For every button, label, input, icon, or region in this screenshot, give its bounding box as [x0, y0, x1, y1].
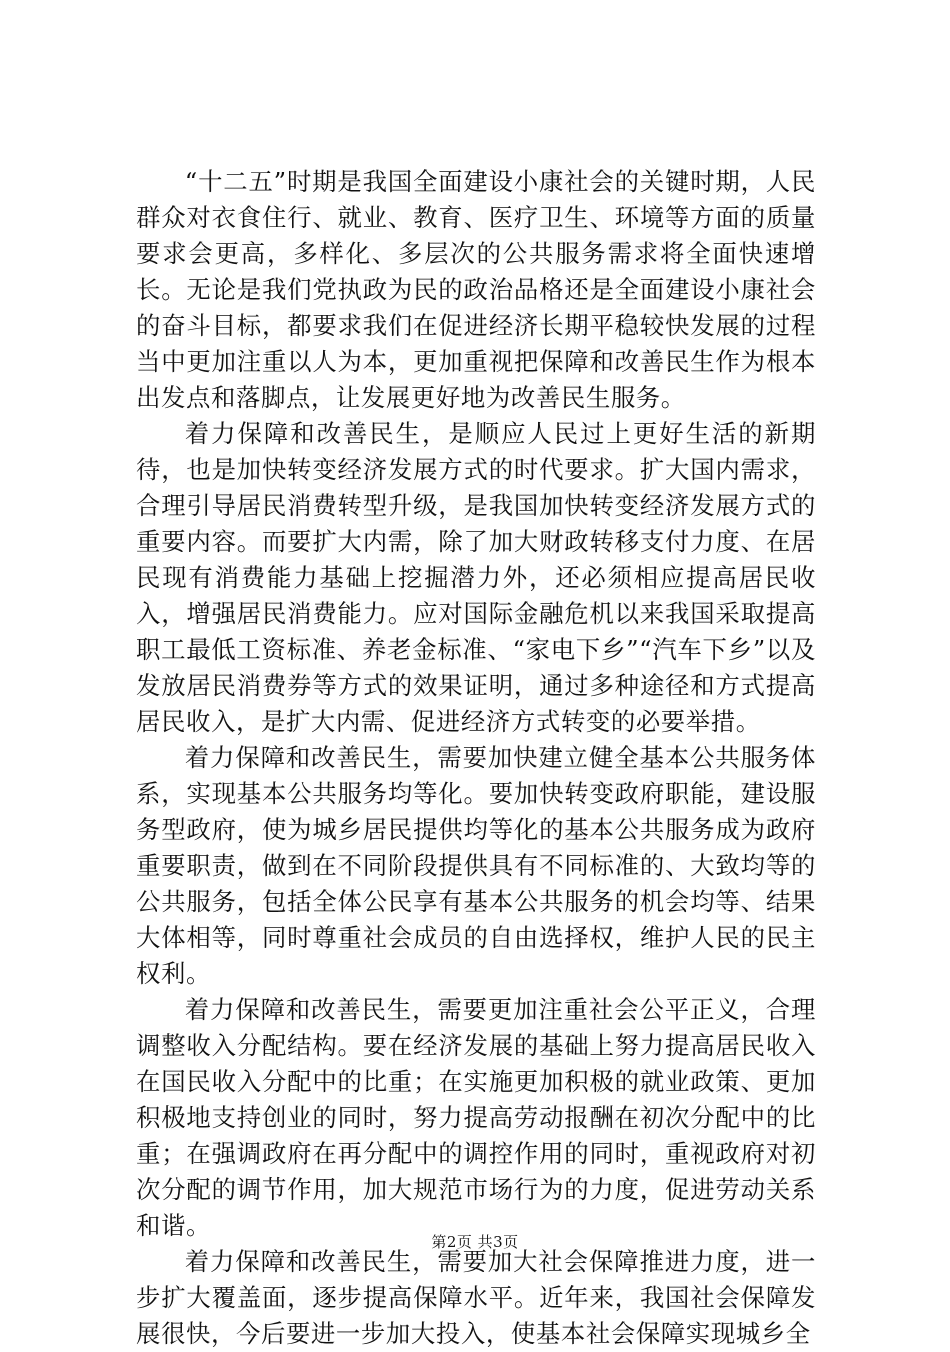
document-body	[136, 164, 816, 1352]
paragraph-5: 着力保障和改善民生，需要加大社会保障推进力度，进一步扩大覆盖面，逐步提高保障水平。近年来，我国社会保障发展很快，今后要进一步加大投入，使基本社会保障实现城乡全	[136, 1247, 816, 1348]
page-footer: 第2页 共3页	[431, 1233, 519, 1251]
paragraph-3: 着力保障和改善民生，需要加快建立健全基本公共服务体系，实现基本公共服务均等化。要加快转变政府职能，建设服务型政府，使为城乡居民提供均等化的基本公共服务成为政府重要职责，做到在不同阶段提供具有不同标准的、大致均等的公共服务，包括全体公民享有基本公共服务的机会均等、结果大体相等，同时尊重社会成员的自由选择权，维护人民的民主权利。	[136, 743, 816, 988]
paragraph-4: 着力保障和改善民生，需要更加注重社会公平正义，合理调整收入分配结构。要在经济发展的基础上努力提高居民收入在国民收入分配中的比重；在实施更加积极的就业政策、更加积极地支持创业的同时，努力提高劳动报酬在初次分配中的比重；在强调政府在再分配中的调控作用的同时，重视政府对初次分配的调节作用，加大规范市场行为的力度，促进劳动关系和谐。	[136, 995, 816, 1240]
paragraph-1: “十二五”时期是我国全面建设小康社会的关键时期，人民群众对衣食住行、就业、教育、医疗卫生、环境等方面的质量要求会更高，多样化、多层次的公共服务需求将全面快速增长。无论是我们党执政为民的政治品格还是全面建设小康社会的奋斗目标，都要求我们在促进经济长期平稳较快发展的过程当中更加注重以人为本，更加重视把保障和改善民生作为根本出发点和落脚点，让发展更好地为改善民生服务。	[136, 167, 816, 412]
paragraph-2: 着力保障和改善民生，是顺应人民过上更好生活的新期待，也是加快转变经济发展方式的时代要求。扩大国内需求，合理引导居民消费转型升级，是我国加快转变经济发展方式的重要内容。而要扩大内需，除了加大财政转移支付力度、在居民现有消费能力基础上挖掘潜力外，还必须相应提高居民收入，增强居民消费能力。应对国际金融危机以来我国采取提高职工最低工资标准、养老金标准、“家电下乡”“汽车下乡”以及发放居民消费券等方式的效果证明，通过多种途径和方式提高居民收入，是扩大内需、促进经济方式转变的必要举措。	[136, 419, 816, 736]
